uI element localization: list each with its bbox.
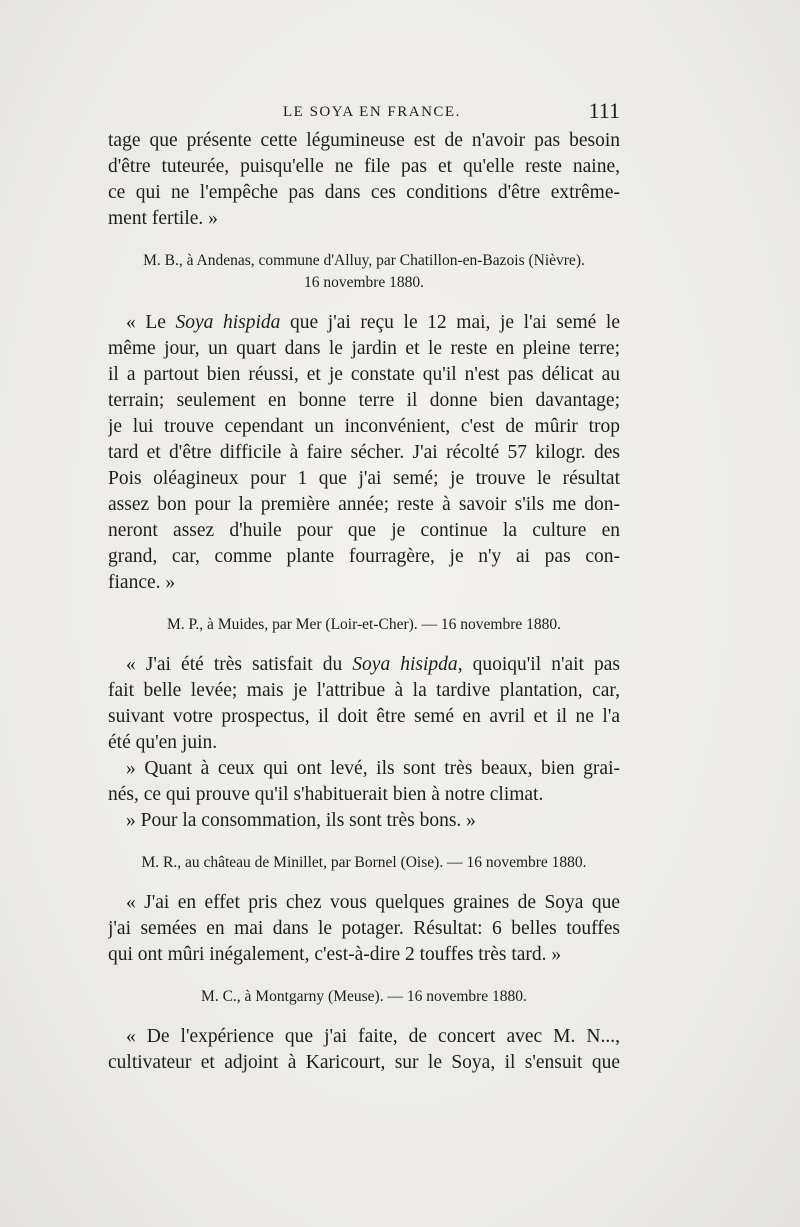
paragraph-7: [108, 1024, 620, 1076]
text-line: même jour, un quart dans le jardin et le reste en pleine terre;: [108, 338, 620, 359]
source-line: M. B., à Andenas, commune d'Alluy, par Chatillon-en-Bazois (Nièvre).: [143, 252, 585, 269]
text-line: qui ont mûri inégalement, c'est-à-dire 2 touffes très tard. »: [108, 944, 562, 965]
text-line: nés, ce qui prouve qu'il s'habituerait bien à notre climat.: [108, 784, 544, 805]
text-line: neront assez d'huile pour que je continue la culture en: [108, 520, 620, 541]
text-line: Pois oléagineux pour 1 que j'ai semé; je trouve le résultat: [108, 468, 620, 489]
page-body: [108, 128, 620, 1076]
text-line: « De l'expérience que j'ai faite, de concert avec M. N...,: [126, 1026, 620, 1047]
text-line: » Quant à ceux qui ont levé, ils sont très beaux, bien grai-: [126, 758, 620, 779]
text-line: été qu'en juin.: [108, 732, 218, 753]
paragraph-2: [108, 310, 620, 596]
species-name: Soya hisipda: [352, 654, 458, 675]
paragraph-5: [108, 808, 620, 834]
text-line: tard et d'être difficile à faire sécher. J'ai récolté 57 kilogr. des: [108, 442, 620, 463]
text-line: fiance. »: [108, 572, 176, 593]
text-line: fait belle levée; mais je l'attribue à la tardive plantation, car,: [108, 680, 620, 701]
page-header: [108, 98, 620, 128]
source-line: M. P., à Muides, par Mer (Loir-et-Cher). — 16 novembre 1880.: [167, 616, 561, 633]
text-fragment: « J'ai été très satisfait du: [126, 654, 353, 675]
text-line: » Pour la consommation, ils sont très bons. »: [126, 810, 476, 831]
running-title: LE SOYA EN FRANCE.: [283, 104, 461, 120]
text-line: grand, car, comme plante fourragère, je n'y ai pas con-: [108, 546, 620, 567]
source-line: M. C., à Montgarny (Meuse). — 16 novembre 1880.: [201, 988, 527, 1005]
text-line: j'ai semées en mai dans le potager. Résultat: 6 belles touffes: [108, 918, 620, 939]
text-fragment: , quoiqu'il n'ait pas: [457, 654, 620, 675]
paragraph-6: [108, 890, 620, 968]
text-line: cultivateur et adjoint à Karicourt, sur le Soya, il s'ensuit que: [108, 1052, 620, 1073]
text-line: ce qui ne l'empêche pas dans ces conditions d'être extrême-: [108, 182, 620, 203]
paragraph-3: [108, 652, 620, 756]
text-line: « J'ai en effet pris chez vous quelques graines de Soya que: [126, 892, 620, 913]
text-line: [108, 652, 620, 678]
text-line: tage que présente cette légumineuse est de n'avoir pas besoin: [108, 130, 620, 151]
source-line: M. R., au château de Minillet, par Bornel (Oise). — 16 novembre 1880.: [141, 854, 587, 871]
source-attribution-1: [108, 250, 620, 294]
source-attribution-2: [108, 614, 620, 636]
text-fragment: « Le: [126, 312, 176, 333]
text-line: je lui trouve cependant un inconvénient, c'est de mûrir trop: [108, 416, 620, 437]
species-name: Soya hispida: [175, 312, 281, 333]
text-fragment: que j'ai reçu le 12 mai, je l'ai semé le: [280, 312, 620, 333]
text-line: d'être tuteurée, puisqu'elle ne file pas et qu'elle reste naine,: [108, 156, 620, 177]
source-attribution-3: [108, 852, 620, 874]
paragraph-1: [108, 128, 620, 232]
paragraph-4: [108, 756, 620, 808]
text-line: ment fertile. »: [108, 208, 218, 229]
text-line: [108, 310, 620, 336]
source-date: 16 novembre 1880.: [303, 274, 425, 291]
source-attribution-4: [108, 986, 620, 1008]
text-line: terrain; seulement en bonne terre il donne bien davantage;: [108, 390, 620, 411]
page-number: 111: [588, 98, 620, 123]
text-line: assez bon pour la première année; reste à savoir s'ils me don-: [108, 494, 620, 515]
text-line: il a partout bien réussi, et je constate qu'il n'est pas délicat au: [108, 364, 620, 385]
text-line: suivant votre prospectus, il doit être semé en avril et il ne l'a: [108, 706, 620, 727]
